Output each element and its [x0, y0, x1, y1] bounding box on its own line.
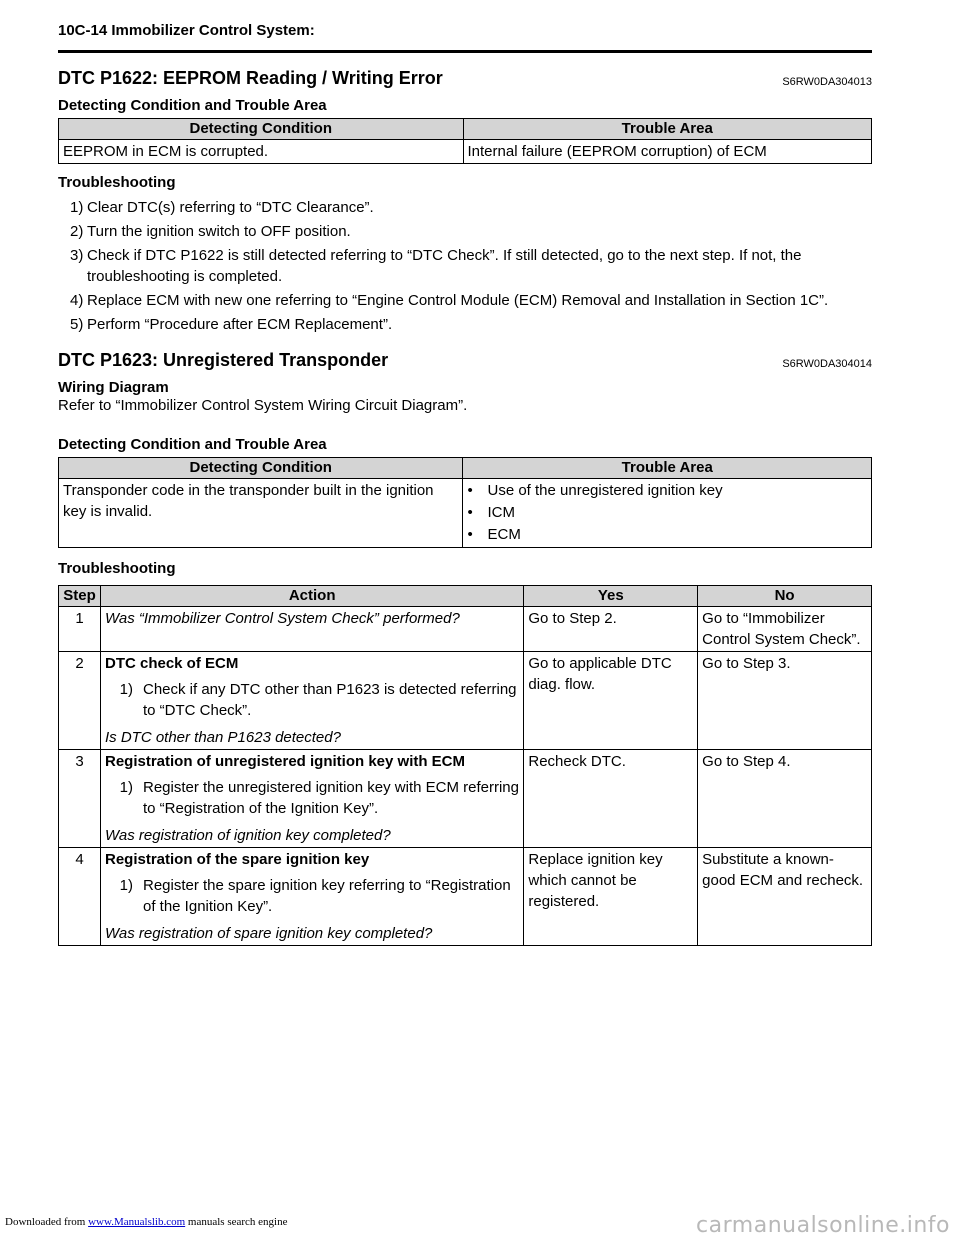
no-cell: Go to Step 3.: [698, 652, 872, 750]
action-subitem: 1) Register the unregistered ignition key with ECM referring to “Registration of the Ignition Key”.: [119, 779, 519, 817]
col-header-step: Step: [59, 586, 101, 607]
troubleshooting-steps-p1622: [70, 197, 870, 338]
watermark: carmanualsonline.info: [696, 1213, 950, 1238]
download-footer: Downloaded from www.Manualslib.com manuals search engine: [5, 1216, 288, 1228]
troubleshooting-heading-p1623: Troubleshooting: [58, 560, 176, 577]
step-item: 4) Replace ECM with new one referring to “Engine Control Module (ECM) Removal and Installation in Section 1C”.: [70, 292, 829, 309]
condition-cell: Transponder code in the transponder built in the ignition key is invalid.: [59, 479, 463, 548]
detect-heading-p1622: Detecting Condition and Trouble Area: [58, 97, 327, 114]
running-header: 10C-14 Immobilizer Control System:: [58, 22, 315, 39]
yes-cell: Replace ignition key which cannot be registered.: [524, 848, 698, 946]
col-header-area: Trouble Area: [463, 119, 872, 140]
area-cell: Internal failure (EEPROM corruption) of ECM: [463, 140, 872, 164]
area-bullet: • Use of the unregistered ignition key: [467, 482, 723, 499]
no-cell: Go to Step 4.: [698, 750, 872, 848]
table-row: [59, 607, 872, 652]
col-header-yes: Yes: [524, 586, 698, 607]
table-row: [59, 750, 872, 848]
yes-cell: Go to applicable DTC diag. flow.: [524, 652, 698, 750]
step-item: 2) Turn the ignition switch to OFF position.: [70, 223, 351, 240]
action-subitem: 1) Check if any DTC other than P1623 is detected referring to “DTC Check”.: [119, 681, 517, 719]
area-bullet: • ICM: [467, 504, 515, 521]
step-number: 4: [59, 848, 101, 946]
step-item: 3) Check if DTC P1622 is still detected referring to “DTC Check”. If still detected, go to the next step. If not, the troubleshooting is completed.: [70, 247, 802, 285]
section-code-p1622: S6RW0DA304013: [782, 76, 872, 88]
manualslib-link[interactable]: www.Manualslib.com: [88, 1216, 186, 1228]
detect-table-p1623: [58, 457, 872, 548]
no-cell: Substitute a known-good ECM and recheck.: [698, 848, 872, 946]
col-header-area: Trouble Area: [463, 458, 872, 479]
col-header-condition: Detecting Condition: [59, 119, 464, 140]
action-question: Was registration of spare ignition key completed?: [104, 925, 433, 942]
detect-heading-p1623: Detecting Condition and Trouble Area: [58, 436, 327, 453]
no-cell: Go to “Immobilizer Control System Check”.: [698, 607, 872, 652]
section-title-p1623: DTC P1623: Unregistered Transponder: [58, 350, 389, 370]
yes-cell: Go to Step 2.: [524, 607, 698, 652]
header-rule: [58, 50, 872, 53]
table-row: [59, 848, 872, 946]
action-cell: [100, 848, 523, 946]
yes-cell: Recheck DTC.: [524, 750, 698, 848]
wiring-text: Refer to “Immobilizer Control System Wiring Circuit Diagram”.: [58, 397, 468, 414]
step-number: 3: [59, 750, 101, 848]
area-cell: [463, 479, 872, 548]
action-cell: [100, 607, 523, 652]
col-header-no: No: [698, 586, 872, 607]
step-number: 1: [59, 607, 101, 652]
action-question: Was “Immobilizer Control System Check” performed?: [104, 610, 460, 627]
action-title: DTC check of ECM: [104, 655, 239, 672]
action-cell: [100, 750, 523, 848]
section-title-p1622: DTC P1622: EEPROM Reading / Writing Error: [58, 68, 443, 88]
condition-cell: EEPROM in ECM is corrupted.: [59, 140, 464, 164]
table-row: [59, 652, 872, 750]
col-header-condition: Detecting Condition: [59, 458, 463, 479]
action-question: Is DTC other than P1623 detected?: [104, 729, 341, 746]
section-code-p1623: S6RW0DA304014: [782, 358, 872, 370]
step-number: 2: [59, 652, 101, 750]
action-cell: [100, 652, 523, 750]
action-title: Registration of unregistered ignition key with ECM: [104, 753, 466, 770]
step-item: 5) Perform “Procedure after ECM Replacement”.: [70, 316, 393, 333]
wiring-heading: Wiring Diagram: [58, 379, 169, 396]
area-bullet: • ECM: [467, 526, 521, 543]
detect-table-p1622: [58, 118, 872, 164]
troubleshooting-table: [58, 585, 872, 946]
troubleshooting-heading-p1622: Troubleshooting: [58, 174, 176, 191]
col-header-action: Action: [100, 586, 523, 607]
action-subitem: 1) Register the spare ignition key referring to “Registration of the Ignition Key”.: [119, 877, 511, 915]
step-item: 1) Clear DTC(s) referring to “DTC Clearance”.: [70, 199, 374, 216]
action-question: Was registration of ignition key completed?: [104, 827, 391, 844]
action-title: Registration of the spare ignition key: [104, 851, 370, 868]
